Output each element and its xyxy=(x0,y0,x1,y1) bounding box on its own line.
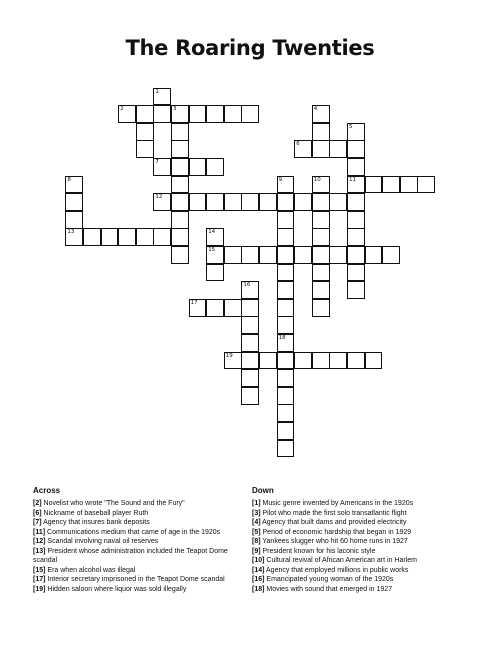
page-title: The Roaring Twenties xyxy=(125,36,375,60)
grid-cell[interactable] xyxy=(65,193,83,211)
grid-cell[interactable] xyxy=(241,316,259,334)
grid-cell[interactable] xyxy=(206,105,224,123)
grid-cell[interactable] xyxy=(347,193,365,211)
grid-cell[interactable] xyxy=(294,140,312,158)
grid-cell[interactable] xyxy=(118,105,136,123)
across-heading: Across xyxy=(33,486,61,495)
grid-cell[interactable] xyxy=(312,246,330,264)
grid-cell[interactable] xyxy=(312,264,330,282)
grid-cell[interactable] xyxy=(312,211,330,229)
down-clue xyxy=(252,547,482,557)
grid-cell[interactable] xyxy=(312,123,330,141)
across-clue xyxy=(33,547,233,566)
grid-cell[interactable] xyxy=(365,176,383,194)
grid-cell[interactable] xyxy=(382,176,400,194)
across-clue xyxy=(33,518,233,528)
grid-cell[interactable] xyxy=(153,88,171,106)
grid-cell[interactable] xyxy=(329,193,347,211)
across-clue xyxy=(33,575,233,585)
grid-cell[interactable] xyxy=(329,140,347,158)
down-clue xyxy=(252,499,482,509)
grid-cell[interactable] xyxy=(241,387,259,405)
down-clue xyxy=(252,566,482,576)
grid-cell[interactable] xyxy=(118,228,136,246)
down-clue xyxy=(252,537,482,547)
grid-cell[interactable] xyxy=(347,264,365,282)
grid-cell[interactable] xyxy=(189,105,207,123)
grid-cell[interactable] xyxy=(153,193,171,211)
grid-cell[interactable] xyxy=(259,352,277,370)
grid-cell[interactable] xyxy=(312,228,330,246)
grid-cell[interactable] xyxy=(206,158,224,176)
clue-text: Agency that insures bank deposits xyxy=(43,519,150,526)
clue-text: Pilot who made the first solo transatlantic flight xyxy=(262,509,407,517)
clue-index: [19] xyxy=(33,585,46,593)
clue-number: 18 xyxy=(278,335,286,341)
grid-cell[interactable] xyxy=(241,105,259,123)
grid-cell[interactable] xyxy=(312,299,330,317)
grid-cell[interactable] xyxy=(171,228,189,246)
grid-cell[interactable] xyxy=(65,176,83,194)
grid-cell[interactable] xyxy=(277,422,295,440)
grid-cell[interactable] xyxy=(259,193,277,211)
down-clues xyxy=(252,486,482,594)
grid-cell[interactable] xyxy=(259,246,277,264)
grid-cell[interactable] xyxy=(136,123,154,141)
grid-cell[interactable] xyxy=(65,211,83,229)
grid-cell[interactable] xyxy=(241,334,259,352)
grid-cell[interactable] xyxy=(224,299,242,317)
grid-cell[interactable] xyxy=(171,176,189,194)
grid-cell[interactable] xyxy=(329,246,347,264)
grid-cell[interactable] xyxy=(400,176,418,194)
grid-cell[interactable] xyxy=(241,246,259,264)
down-clue xyxy=(252,518,482,528)
grid-cell[interactable] xyxy=(277,176,295,194)
grid-cell[interactable] xyxy=(171,140,189,158)
clue-index: [1] xyxy=(252,500,261,507)
clue-text: Hidden saloon where liquor was sold illegally xyxy=(47,585,187,593)
clue-index: [4] xyxy=(252,519,261,526)
clue-index: [3] xyxy=(252,509,261,517)
grid-cell[interactable] xyxy=(312,193,330,211)
clue-index: [16] xyxy=(252,576,265,583)
grid-cell[interactable] xyxy=(347,123,365,141)
grid-cell[interactable] xyxy=(277,352,295,370)
clue-text: Emancipated young woman of the 1920s xyxy=(266,576,394,583)
grid-cell[interactable] xyxy=(206,228,224,246)
grid-cell[interactable] xyxy=(277,246,295,264)
grid-cell[interactable] xyxy=(347,352,365,370)
clue-number: 7 xyxy=(155,159,159,165)
grid-cell[interactable] xyxy=(277,316,295,334)
grid-cell[interactable] xyxy=(171,193,189,211)
grid-cell[interactable] xyxy=(153,228,171,246)
clue-number: 16 xyxy=(243,282,251,289)
grid-cell[interactable] xyxy=(224,193,242,211)
grid-cell[interactable] xyxy=(277,369,295,387)
grid-cell[interactable] xyxy=(347,176,365,194)
grid-cell[interactable] xyxy=(277,211,295,229)
clue-index: [6] xyxy=(33,509,42,517)
clue-text: Communications medium that came of age in the 1920s xyxy=(47,528,221,536)
grid-cell[interactable] xyxy=(153,105,171,123)
clue-index: [10] xyxy=(252,557,265,564)
clue-text: Period of economic hardship that began in 1929 xyxy=(262,528,412,536)
grid-cell[interactable] xyxy=(312,352,330,370)
across-clue xyxy=(33,499,233,509)
grid-cell[interactable] xyxy=(294,193,312,211)
clue-number: 10 xyxy=(313,176,321,183)
grid-cell[interactable] xyxy=(294,246,312,264)
grid-cell[interactable] xyxy=(312,176,330,194)
grid-cell[interactable] xyxy=(347,140,365,158)
clue-number: 2 xyxy=(120,106,124,113)
grid-cell[interactable] xyxy=(241,352,259,370)
grid-cell[interactable] xyxy=(277,387,295,405)
clue-number: 17 xyxy=(190,299,198,306)
grid-cell[interactable] xyxy=(347,246,365,264)
clue-number: 14 xyxy=(208,229,216,236)
across-clue xyxy=(33,585,233,595)
down-clue xyxy=(252,585,482,595)
clue-index: [8] xyxy=(252,538,261,545)
grid-cell[interactable] xyxy=(171,246,189,264)
grid-cell[interactable] xyxy=(277,334,295,352)
grid-cell[interactable] xyxy=(277,193,295,211)
grid-cell[interactable] xyxy=(382,246,400,264)
grid-cell[interactable] xyxy=(365,246,383,264)
down-clue xyxy=(252,509,482,519)
across-clue-list xyxy=(33,499,233,594)
grid-cell[interactable] xyxy=(277,228,295,246)
clue-number: 9 xyxy=(278,176,283,183)
grid-cell[interactable] xyxy=(277,440,295,458)
clue-text: Scandal involving naval oil reserves xyxy=(47,538,159,545)
grid-cell[interactable] xyxy=(224,246,242,264)
clue-number: 3 xyxy=(173,106,177,113)
grid-cell[interactable] xyxy=(83,228,101,246)
down-clue xyxy=(252,575,482,585)
grid-cell[interactable] xyxy=(241,299,259,317)
clue-index: [14] xyxy=(252,566,265,574)
clue-number: 11 xyxy=(349,176,356,183)
grid-cell[interactable] xyxy=(277,299,295,317)
across-clue xyxy=(33,566,233,576)
grid-cell[interactable] xyxy=(365,352,383,370)
grid-cell[interactable] xyxy=(189,158,207,176)
grid-cell[interactable] xyxy=(136,228,154,246)
across-clues xyxy=(33,486,233,594)
clue-number: 12 xyxy=(155,194,163,201)
grid-cell[interactable] xyxy=(224,105,242,123)
grid-cell[interactable] xyxy=(189,299,207,317)
clue-number: 1 xyxy=(155,88,159,95)
grid-cell[interactable] xyxy=(206,193,224,211)
clue-index: [7] xyxy=(33,519,42,526)
clue-index: [17] xyxy=(33,576,46,583)
clue-number: 13 xyxy=(67,229,75,236)
grid-cell[interactable] xyxy=(347,281,365,299)
clue-text: Movies with sound that emerged in 1927 xyxy=(266,585,393,593)
clue-text: Agency that employed millions in public works xyxy=(266,566,409,574)
grid-cell[interactable] xyxy=(136,105,154,123)
clue-index: [15] xyxy=(33,566,46,574)
grid-cell[interactable] xyxy=(277,264,295,282)
grid-cell[interactable] xyxy=(136,140,154,158)
grid-cell[interactable] xyxy=(347,158,365,176)
clue-index: [18] xyxy=(252,585,265,593)
grid-cell[interactable] xyxy=(206,299,224,317)
clue-number: 6 xyxy=(296,141,300,148)
grid-cell[interactable] xyxy=(189,193,207,211)
clue-text: Nickname of baseball player Ruth xyxy=(43,509,149,517)
clue-number: 8 xyxy=(67,176,71,183)
across-clue xyxy=(33,528,233,538)
grid-cell[interactable] xyxy=(206,264,224,282)
clue-index: [11] xyxy=(33,528,46,536)
grid-cell[interactable] xyxy=(312,105,330,123)
across-clue xyxy=(33,537,233,547)
across-clue xyxy=(33,509,233,519)
grid-cell[interactable] xyxy=(417,176,435,194)
clue-index: [9] xyxy=(252,547,261,555)
grid-cell[interactable] xyxy=(312,281,330,299)
clue-text: Era when alcohol was illegal xyxy=(47,566,136,574)
clue-index: [12] xyxy=(33,538,46,545)
grid-cell[interactable] xyxy=(65,228,83,246)
clue-text: Music genre invented by Americans in the 1920s xyxy=(262,500,414,507)
clue-number: 15 xyxy=(208,247,216,253)
grid-cell[interactable] xyxy=(153,158,171,176)
clue-text: Novelist who wrote "The Sound and the Fury" xyxy=(43,500,185,507)
grid-cell[interactable] xyxy=(347,211,365,229)
down-clue-list xyxy=(252,499,482,594)
grid-cell[interactable] xyxy=(171,158,189,176)
grid-cell[interactable] xyxy=(294,352,312,370)
clue-number: 4 xyxy=(313,106,318,113)
grid-cell[interactable] xyxy=(312,140,330,158)
clue-index: [5] xyxy=(252,528,261,536)
grid-cell[interactable] xyxy=(347,228,365,246)
grid-cell[interactable] xyxy=(224,352,242,370)
grid-cell[interactable] xyxy=(277,281,295,299)
clue-index: [2] xyxy=(33,500,42,507)
clue-text: Agency that built dams and provided electricity xyxy=(262,519,407,526)
grid-cell[interactable] xyxy=(171,105,189,123)
grid-cell[interactable] xyxy=(171,123,189,141)
grid-cell[interactable] xyxy=(241,369,259,387)
clue-number: 19 xyxy=(225,352,233,359)
grid-cell[interactable] xyxy=(277,404,295,422)
down-heading: Down xyxy=(252,486,274,495)
clue-index: [13] xyxy=(33,547,46,555)
grid-cell[interactable] xyxy=(206,246,224,264)
grid-cell[interactable] xyxy=(329,352,347,370)
down-clue xyxy=(252,528,482,538)
grid-cell[interactable] xyxy=(241,193,259,211)
clue-number: 5 xyxy=(349,123,353,130)
grid-cell[interactable] xyxy=(241,281,259,299)
clue-text: Interior secretary imprisoned in the Teapot Dome scandal xyxy=(47,576,225,583)
clue-text: Yankees slugger who hit 60 home runs in 1927 xyxy=(262,538,408,545)
clue-text: Cultural revival of African American art in Harlem xyxy=(266,557,417,564)
grid-cell[interactable] xyxy=(171,211,189,229)
clue-text: President whose administration included the Teapot Dome scandal xyxy=(33,547,228,564)
grid-cell[interactable] xyxy=(101,228,119,246)
down-clue xyxy=(252,556,482,566)
clue-text: President known for his laconic style xyxy=(262,547,376,555)
